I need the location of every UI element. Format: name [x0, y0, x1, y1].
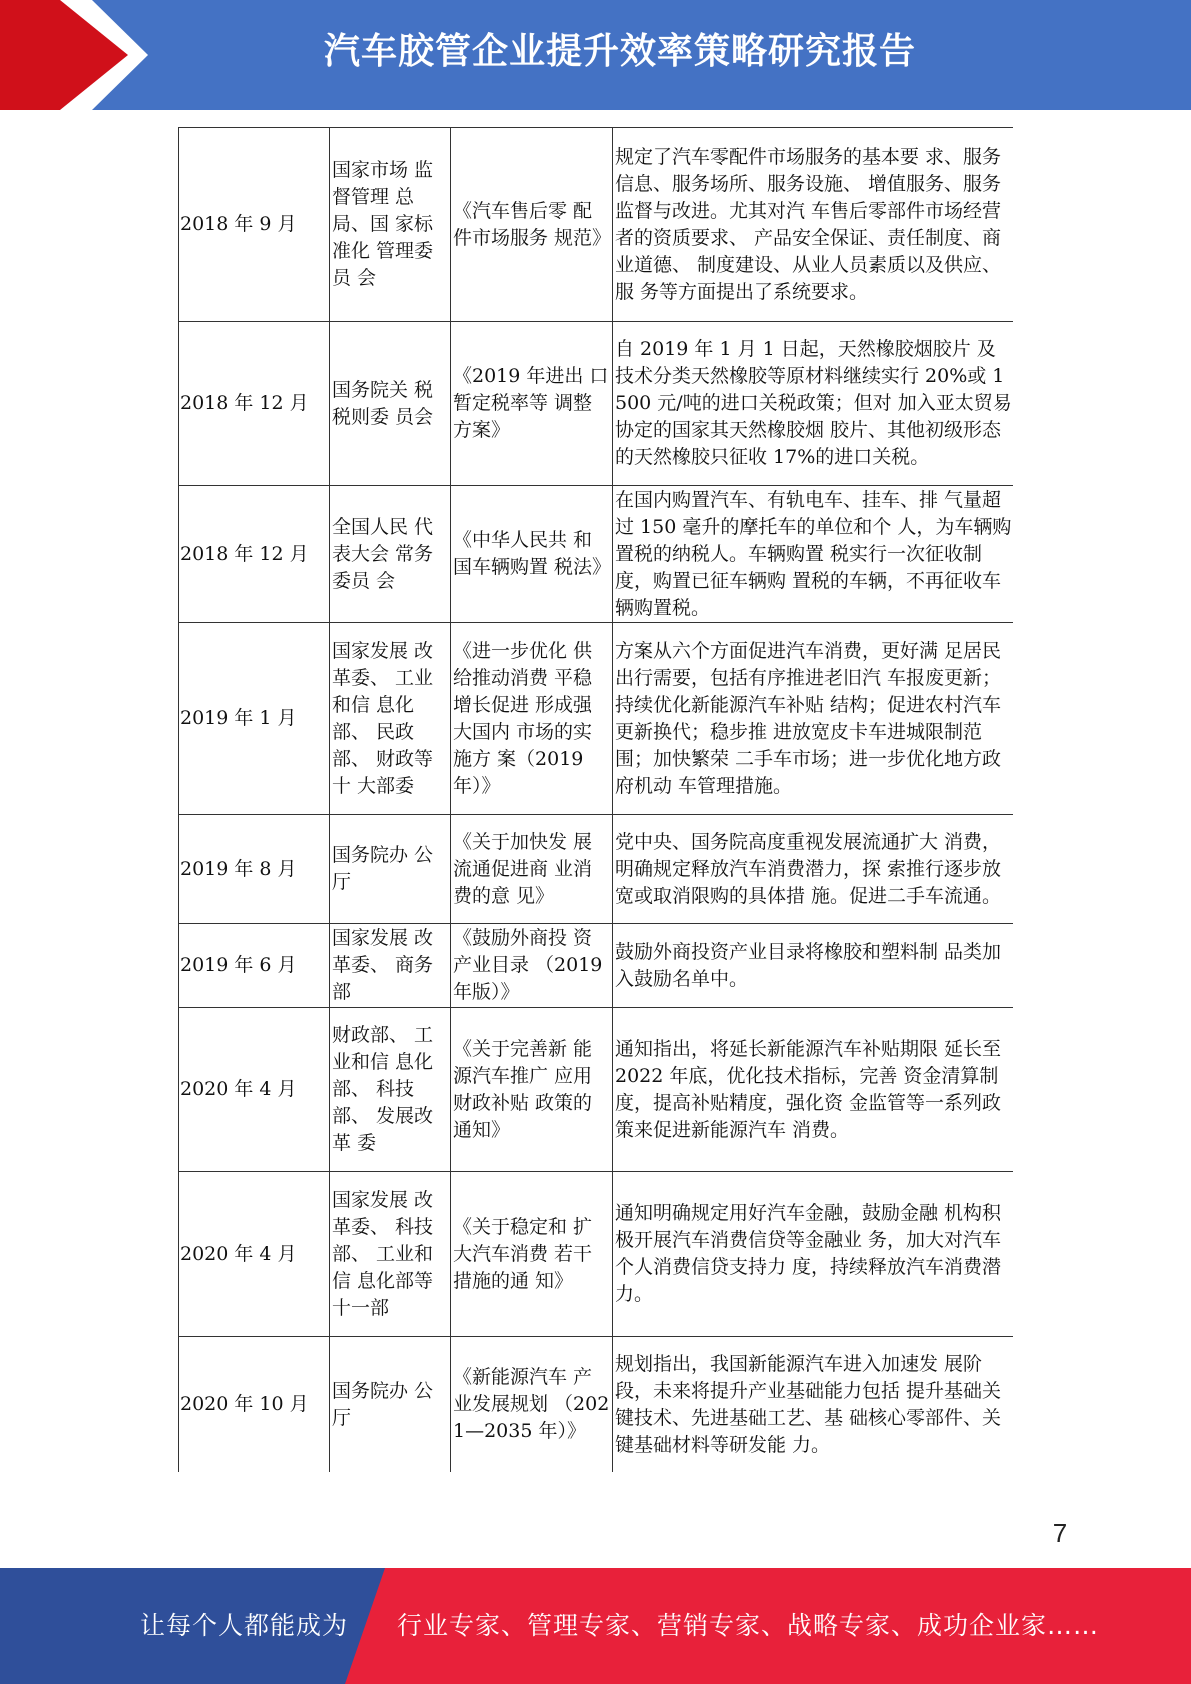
- cell-content: 党中央、国务院高度重视发展流通扩大 消费，明确规定释放汽车消费潜力，探 索推行逐步放宽或取消限购的具体措 施。促进二手车流通。: [613, 815, 1014, 924]
- footer-slogan-left: 让每个人都能成为: [140, 1611, 349, 1640]
- cell-document: 《鼓励外商投 资产业目录 （2019 年版）》: [451, 924, 613, 1008]
- table-row: [179, 1008, 1014, 1172]
- cell-issuer: 国务院办 公厅: [330, 815, 451, 924]
- cell-document: 《关于完善新 能源汽车推广 应用财政补贴 政策的通知》: [451, 1008, 613, 1172]
- cell-document: 《2019 年进出 口暂定税率等 调整方案》: [451, 322, 613, 486]
- cell-content: 规划指出，我国新能源汽车进入加速发 展阶段，未来将提升产业基础能力包括 提升基础关键技术、先进基础工艺、基 础核心零部件、关键基础材料等研发能 力。: [613, 1337, 1014, 1473]
- cell-content: 自 2019 年 1 月 1 日起，天然橡胶烟胶片 及技术分类天然橡胶等原材料继续实行 20%或 1500 元/吨的进口关税政策；但对 加入亚太贸易协定的国家其天然橡胶烟 胶片、其他初级形态的天然橡胶只征收 17%的进口关税。: [613, 322, 1014, 486]
- cell-content: 鼓励外商投资产业目录将橡胶和塑料制 品类加入鼓励名单中。: [613, 924, 1014, 1008]
- cell-date: 2020 年 4 月: [179, 1172, 330, 1337]
- cell-document: 《中华人民共 和国车辆购置 税法》: [451, 486, 613, 623]
- cell-date: 2018 年 9 月: [179, 128, 330, 322]
- policy-table: [178, 127, 1013, 1472]
- cell-document: 《关于稳定和 扩大汽车消费 若干措施的通 知》: [451, 1172, 613, 1337]
- table-row: [179, 815, 1014, 924]
- cell-date: 2019 年 8 月: [179, 815, 330, 924]
- report-title: 汽车胶管企业提升效率策略研究报告: [323, 31, 916, 72]
- cell-content: 规定了汽车零配件市场服务的基本要 求、服务信息、服务场所、服务设施、 增值服务、服务监督与改进。尤其对汽 车售后零部件市场经营者的资质要求、 产品安全保证、责任制度、商业道德、 制度建设、从业人员素质以及供应、服 务等方面提出了系统要求。: [613, 128, 1014, 322]
- cell-issuer: 财政部、 工业和信 息化部、 科技部、 发展改革 委: [330, 1008, 451, 1172]
- cell-issuer: 国家发展 改革委、 工业和信 息化部、 民政部、 财政等十 大部委: [330, 623, 451, 815]
- cell-date: 2019 年 6 月: [179, 924, 330, 1008]
- page-header: [0, 0, 1191, 110]
- cell-content: 在国内购置汽车、有轨电车、挂车、排 气量超过 150 毫升的摩托车的单位和个 人，为车辆购置税的纳税人。车辆购置 税实行一次征收制度，购置已征车辆购 置税的车辆，不再征收车辆购置税。: [613, 486, 1014, 623]
- cell-issuer: 国务院办 公厅: [330, 1337, 451, 1473]
- cell-date: 2020 年 10 月: [179, 1337, 330, 1473]
- cell-date: 2018 年 12 月: [179, 322, 330, 486]
- table-row: [179, 486, 1014, 623]
- cell-issuer: 全国人民 代表大会 常务委员 会: [330, 486, 451, 623]
- cell-issuer: 国家发展 改革委、 科技部、 工业和信 息化部等 十一部: [330, 1172, 451, 1337]
- cell-document: 《汽车售后零 配件市场服务 规范》: [451, 128, 613, 322]
- table-row: [179, 623, 1014, 815]
- page-number: 7: [1052, 1518, 1068, 1548]
- cell-issuer: 国家市场 监督管理 总局、国 家标准化 管理委员 会: [330, 128, 451, 322]
- cell-document: 《关于加快发 展流通促进商 业消费的意 见》: [451, 815, 613, 924]
- cell-issuer: 国务院关 税税则委 员会: [330, 322, 451, 486]
- footer-slogan-right: 行业专家、管理专家、营销专家、战略专家、成功企业家……: [397, 1611, 1100, 1640]
- cell-document: 《进一步优化 供给推动消费 平稳增长促进 形成强大国内 市场的实施方 案（2019 年）》: [451, 623, 613, 815]
- table-row: [179, 1337, 1014, 1473]
- cell-content: 方案从六个方面促进汽车消费，更好满 足居民出行需要，包括有序推进老旧汽 车报废更新；持续优化新能源汽车补贴 结构；促进农村汽车更新换代；稳步推 进放宽皮卡车进城限制范围；加快繁荣 二手车市场；进一步优化地方政府机动 车管理措施。: [613, 623, 1014, 815]
- policy-table-container: [178, 127, 1013, 1472]
- table-row: [179, 128, 1014, 322]
- cell-content: 通知指出，将延长新能源汽车补贴期限 延长至 2022 年底，优化技术指标，完善 资金清算制度，提高补贴精度，强化资 金监管等一系列政策来促进新能源汽车 消费。: [613, 1008, 1014, 1172]
- cell-content: 通知明确规定用好汽车金融，鼓励金融 机构积极开展汽车消费信贷等金融业 务，加大对汽车个人消费信贷支持力 度，持续释放汽车消费潜力。: [613, 1172, 1014, 1337]
- cell-date: 2018 年 12 月: [179, 486, 330, 623]
- page-footer: [0, 1568, 1191, 1684]
- cell-date: 2019 年 1 月: [179, 623, 330, 815]
- cell-date: 2020 年 4 月: [179, 1008, 330, 1172]
- table-row: [179, 924, 1014, 1008]
- header-red-chevron-icon: [0, 0, 160, 110]
- table-row: [179, 322, 1014, 486]
- cell-document: 《新能源汽车 产业发展规划 （2021—2035 年）》: [451, 1337, 613, 1473]
- cell-issuer: 国家发展 改革委、 商务部: [330, 924, 451, 1008]
- table-row: [179, 1172, 1014, 1337]
